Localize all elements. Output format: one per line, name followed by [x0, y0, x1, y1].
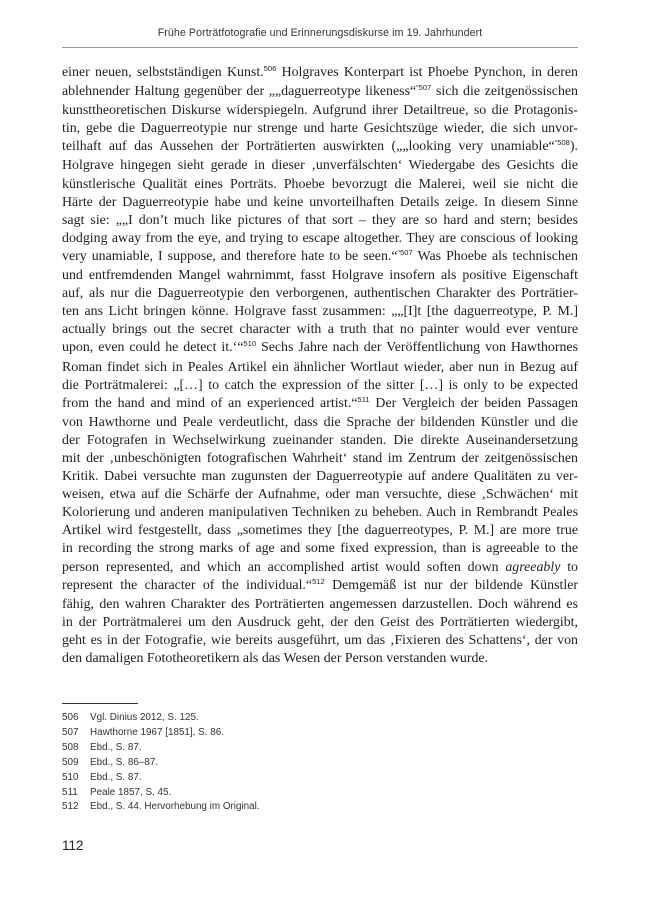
text-run: in der Porträtmalerei um den Ausdruck geht, der den Geist des Porträtierten wiedergibt, [62, 614, 578, 630]
page-number: 112 [62, 838, 84, 853]
footnote-ref: 510 [243, 339, 257, 349]
footnote-text: Hawthorne 1967 [1851], S. 86. [90, 726, 224, 738]
footnote-number: 506 [62, 712, 79, 723]
text-run: Roman findet sich in Peales Artikel ein ähnlicher Wortlaut wieder, aber nun in Bezug auf [62, 359, 578, 375]
header-divider [62, 47, 578, 48]
text-run: teilhaft auf das Aussehen der Porträtierten auswirkten („„looking very unamiable“ [62, 139, 555, 155]
text-line [62, 64, 578, 83]
text-run: Sechs Jahre nach der Veröffentlichung von Hawthornes [256, 340, 578, 356]
footnote-item [62, 726, 462, 741]
text-run: Demgemäß ist nur der bildende Künstler [324, 577, 578, 593]
text-run: ten ans Licht bringen könne. Holgrave fasst zusammen: „„[I]t [the daguerreotype, P. M.] [62, 304, 578, 320]
text-line [62, 230, 578, 248]
text-line [62, 83, 578, 102]
footnote-number: 508 [62, 741, 79, 753]
footnote-text: Peale 1857, S. 45. [90, 786, 172, 798]
text-line [62, 176, 578, 194]
footnote-number: 511 [62, 786, 78, 798]
text-line [62, 395, 578, 414]
text-line [62, 267, 578, 285]
text-line [62, 650, 578, 668]
text-line [62, 596, 578, 614]
text-run: den damaligen Fototheoretikern als das Wesen der Person verstanden wurde. [62, 651, 489, 666]
text-run: Härte der Daguerreotypie habe und keine unvorteilhaften Details zeige. In diesem Sinne [62, 194, 578, 210]
text-line [62, 577, 578, 596]
text-line [62, 138, 578, 157]
text-run: auf, als nur die Daguerreotypie den verborgenen, authentischen Charakter des Porträtier- [62, 286, 578, 302]
text-line [62, 432, 578, 450]
text-run: ablehnender Haltung gegenüber der „„daguerreotype likeness“ [62, 84, 417, 100]
text-line [62, 157, 578, 175]
text-line [62, 212, 578, 230]
text-run: very unamiable, I suppose, and therefore hate to be seen.“ [62, 248, 398, 264]
text-run: Was Phoebe als technischen [412, 248, 578, 264]
footnote-text: Ebd., S. 87. [90, 741, 142, 753]
text-run: von Hawthorne und Peale verdeutlicht, dass die Sprache der bildenden Künstler und die [62, 414, 578, 430]
text-line [62, 321, 578, 339]
footnote-number: 512 [62, 801, 79, 813]
footnote-item [62, 741, 462, 756]
text-run: mit der ‚unbeschönigten fotografischen Wahrheit‘ stand im Zentrum der zeitgenössischen [62, 450, 578, 466]
text-run: die Porträtmalerei: „[…] to catch the expression of the sitter […] is only to be expected [62, 377, 578, 393]
text-line [62, 339, 578, 358]
text-run: dodging away from the eye, and trying to escape altogether. They are conscious of looking [62, 230, 578, 246]
text-run: künstlerische Qualität eines Porträts. Phoebe bevorzugt die Malerei, weil sie nicht die [62, 176, 578, 192]
footnote-item [62, 771, 462, 786]
text-run: Kritik. Dabei versuchte man zugunsten der Daguerreotypie auf andere Qualitäten zu ver- [62, 469, 578, 485]
text-run: to [560, 559, 578, 575]
text-run: Kolorierung und anderen manipulativen Techniken zu beheben. Auch in Rembrandt Peales [62, 505, 578, 521]
text-line [62, 414, 578, 432]
text-line [62, 377, 578, 395]
footnote-ref: 512 [312, 576, 325, 586]
footnote-item [62, 756, 462, 771]
text-line [62, 540, 578, 558]
footnote-ref: “507 [397, 247, 413, 257]
text-run: einer neuen, selbstständigen Kunst. [62, 65, 264, 80]
text-run: upon, even could he detect it.‘“ [62, 340, 244, 356]
text-run: Artikel wird festgestellt, dass „sometimes they [the daguerreotypes, P. M.] are more true [62, 523, 578, 539]
text-run: und entfremdenden Mangel wahrnimmt, fasst Holgrave insofern als positive Eigenschaft [62, 268, 578, 284]
text-line [62, 486, 578, 504]
text-line [62, 102, 578, 120]
text-run: Holgrave hingegen sieht gerade in dieser ‚unverfälschten‘ Wiedergabe des Gesichts die [62, 158, 578, 174]
emphasis: agreeably [505, 559, 561, 575]
text-run: ). [569, 139, 578, 155]
text-run: sagt sie: „„I don’t much like pictures of that sort – they are so hard and stern; besides [62, 212, 578, 228]
footnote-number: 507 [62, 726, 79, 738]
text-run: in recording the strong marks of age and some fixed expression, than is agreeable to the [62, 541, 578, 557]
footnote-ref: “507 [416, 83, 432, 93]
text-run: fähig, den wahren Charakter des Porträtierten angemessen darzustellen. Doch während es [62, 596, 578, 612]
text-line [62, 559, 578, 577]
text-line [62, 632, 578, 650]
text-run: represent the character of the individual.“ [62, 577, 313, 593]
footnote-ref: 506 [263, 64, 277, 73]
running-head: Frühe Porträtfotografie und Erinnerungsdiskurse im 19. Jahrhundert [157, 27, 483, 39]
text-run: der Fotografen in Wechselwirkung zueinander standen. Die direkte Auseinandersetzung [62, 432, 578, 448]
footnote-text: Vgl. Dinius 2012, S. 125. [90, 712, 199, 723]
text-run: person represented, and which an accomplished artist would soften down [62, 559, 506, 575]
text-line [62, 285, 578, 303]
text-run: sich die zeitgenössischen [431, 84, 578, 100]
text-run: kunsttheoretischen Diskurse widerspiegeln. Aufgrund ihrer Detailtreue, so die Protagonis- [62, 103, 578, 119]
text-line [62, 194, 578, 212]
text-run: actually brings out the secret character with a truth that no painter would ever venture [62, 322, 578, 338]
text-run: Holgraves Konterpart ist Phoebe Pynchon, in deren [276, 65, 578, 80]
text-line [62, 248, 578, 267]
footnote-text: Ebd., S. 87. [90, 771, 142, 783]
text-line [62, 120, 578, 138]
footnote-ref: “508 [554, 138, 570, 148]
text-line [62, 468, 578, 486]
text-run: weisen, etwa auf die Schärfe der Aufnahme, oder man versuchte, diese ‚Schwächen‘ mit [62, 487, 578, 503]
text-line [62, 522, 578, 540]
footnote-divider [62, 703, 138, 704]
text-line [62, 614, 578, 632]
text-run: geht es in der Fotografie, wie bereits ausgeführt, um das ‚Fixieren des Schattens‘, der von [62, 632, 578, 648]
footnote-text: Ebd., S. 86–87. [90, 756, 159, 768]
text-run: tin, gebe die Daguerreotypie nur strenge und harte Gesichtszüge wieder, die sich unvor- [62, 121, 578, 137]
text-line [62, 359, 578, 377]
body-paragraph [62, 64, 578, 668]
text-run: from the hand and mind of an experienced artist.“ [62, 395, 358, 411]
footnote-item [62, 711, 462, 726]
footnote-text: Ebd., S. 44. Hervorhebung im Original. [90, 801, 260, 813]
text-line [62, 504, 578, 522]
footnote-item [62, 800, 462, 815]
footnote-item [62, 786, 462, 801]
text-line [62, 303, 578, 321]
text-line [62, 450, 578, 468]
footnotes [62, 711, 462, 815]
text-run: Der Vergleich der beiden Passagen [369, 395, 578, 411]
footnote-number: 509 [62, 756, 79, 768]
footnote-ref: 511 [357, 394, 370, 404]
footnote-number: 510 [62, 771, 79, 783]
